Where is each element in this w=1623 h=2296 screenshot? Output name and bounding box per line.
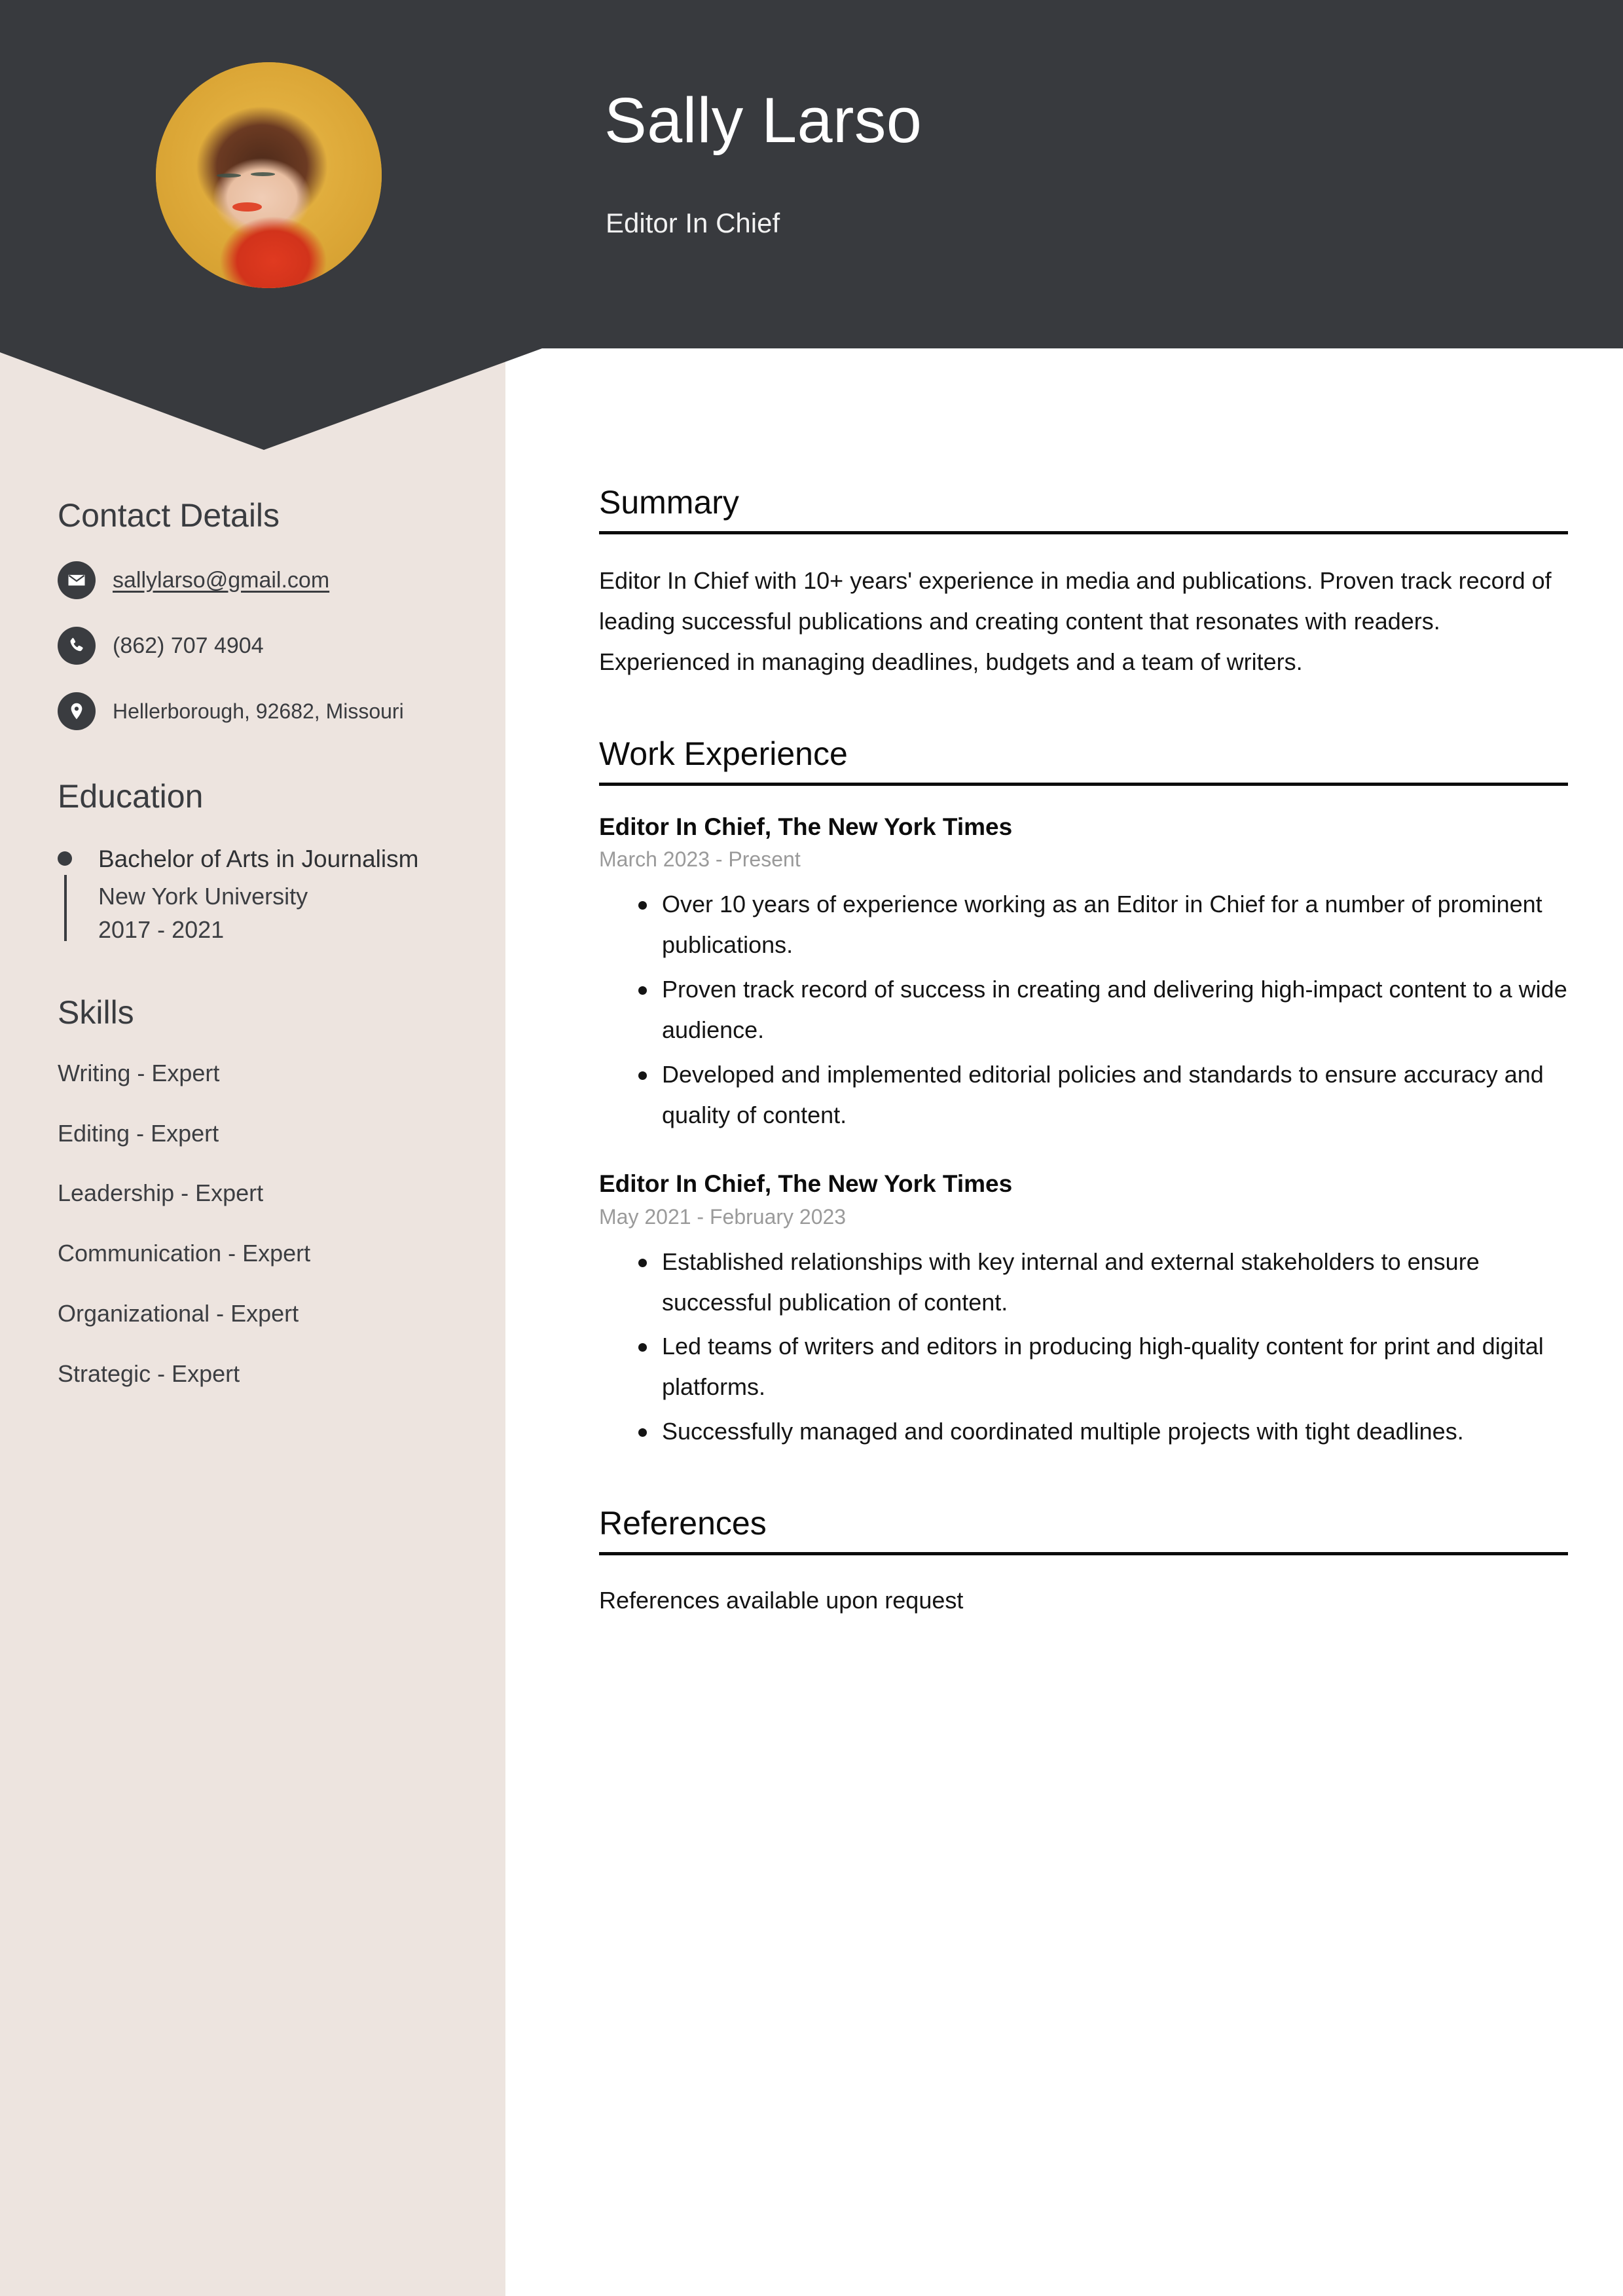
job-role: Editor In Chief, The New York Times <box>599 813 1013 840</box>
work-experience-item <box>599 1169 1568 1452</box>
job-bullet: Led teams of writers and editors in producing high-quality content for print and digital platforms. <box>662 1326 1568 1407</box>
summary-heading: Summary <box>599 484 739 521</box>
references-heading: References <box>599 1505 767 1542</box>
job-bullet: Proven track record of success in creating and delivering high-impact content to a wide audience. <box>662 969 1568 1050</box>
main-content <box>599 485 1568 1673</box>
job-bullet: Successfully managed and coordinated multiple projects with tight deadlines. <box>662 1411 1568 1452</box>
education-timeline-bar <box>64 875 67 941</box>
contact-phone-value[interactable]: (862) 707 4904 <box>113 633 264 658</box>
skill-item: Strategic - Expert <box>58 1360 240 1387</box>
education-degree: Bachelor of Arts in Journalism <box>98 845 419 872</box>
contact-item-email[interactable] <box>58 561 483 599</box>
job-dates: March 2023 - Present <box>599 847 801 871</box>
job-bullet-list <box>599 884 1568 1135</box>
contact-item-phone[interactable] <box>58 627 483 665</box>
skill-item: Communication - Expert <box>58 1240 311 1267</box>
skills-section <box>58 995 483 1390</box>
work-experience-divider <box>599 783 1568 786</box>
education-item <box>58 842 483 946</box>
sidebar <box>58 498 483 1438</box>
references-section <box>599 1506 1568 1620</box>
references-text: References available upon request <box>599 1587 964 1614</box>
envelope-icon <box>58 561 96 599</box>
job-bullet: Over 10 years of experience working as an Editor in Chief for a number of prominent publications. <box>662 884 1568 965</box>
contact-address-value[interactable]: Hellerborough, 92682, Missouri <box>113 699 404 723</box>
skill-item: Leadership - Expert <box>58 1179 264 1207</box>
skill-item: Organizational - Expert <box>58 1299 299 1327</box>
job-role: Editor In Chief, The New York Times <box>599 1170 1013 1198</box>
job-bullet: Established relationships with key internal and external stakeholders to ensure successful publication of content. <box>662 1242 1568 1323</box>
contact-details-section <box>58 498 483 730</box>
contact-details-heading: Contact Details <box>58 497 280 534</box>
work-experience-item <box>599 812 1568 1136</box>
location-pin-icon <box>58 692 96 730</box>
education-school: New York University <box>98 882 308 910</box>
skill-item: Editing - Expert <box>58 1119 219 1147</box>
education-dates: 2017 - 2021 <box>98 916 225 943</box>
summary-divider <box>599 531 1568 534</box>
avatar-photo <box>156 62 382 288</box>
job-bullet: Developed and implemented editorial policies and standards to ensure accuracy and quality of content. <box>662 1054 1568 1136</box>
job-dates: May 2021 - February 2023 <box>599 1204 847 1229</box>
education-bullet-icon <box>58 851 72 866</box>
education-heading: Education <box>58 778 204 815</box>
work-experience-section <box>599 736 1568 1452</box>
summary-text: Editor In Chief with 10+ years' experience in media and publications. Proven track record of leading successful publications and creating content that resonates with readers. Experienced in managing deadlines, budgets and a team of writers. <box>599 567 1552 675</box>
work-experience-heading: Work Experience <box>599 735 848 772</box>
contact-item-address[interactable] <box>58 692 483 730</box>
skill-item: Writing - Expert <box>58 1059 220 1086</box>
phone-icon <box>58 627 96 665</box>
education-section <box>58 779 483 946</box>
skills-heading: Skills <box>58 993 134 1031</box>
job-title-subtitle: Editor In Chief <box>606 208 780 238</box>
references-divider <box>599 1552 1568 1555</box>
summary-section <box>599 485 1568 682</box>
avatar <box>156 62 382 288</box>
job-bullet-list <box>599 1242 1568 1453</box>
contact-email-value[interactable]: sallylarso@gmail.com <box>113 567 330 593</box>
page-title: Sally Larso <box>604 84 922 156</box>
